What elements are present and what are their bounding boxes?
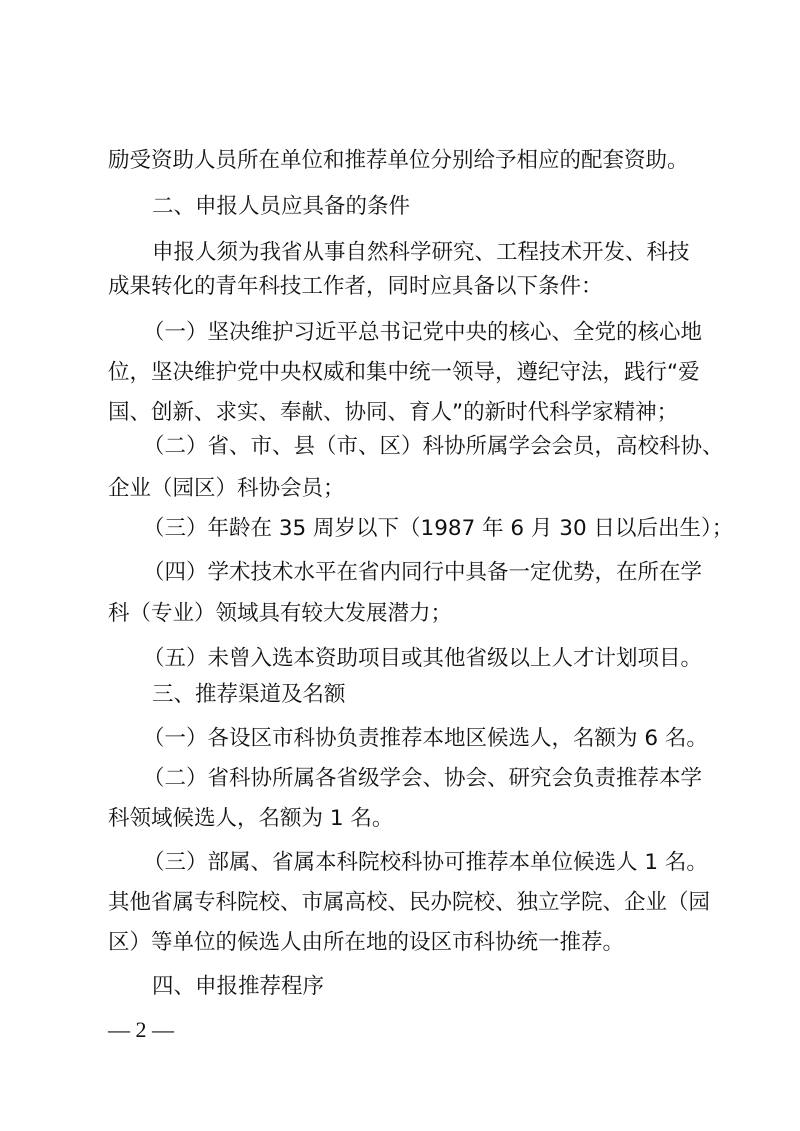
text-line: 成果转化的青年科技工作者，同时应具备以下条件： <box>108 274 603 299</box>
section-heading: 三、推荐渠道及名额 <box>152 682 346 707</box>
page-number: — 2 — <box>108 1017 174 1042</box>
text-line: （二）省科协所属各省级学会、协会、研究会负责推荐本学 <box>143 766 703 791</box>
text-line: 其他省属专科院校、市属高校、民办院校、独立学院、企业（园 <box>108 890 711 915</box>
text-line: （三）年龄在 35 周岁以下（1987 年 6 月 30 日以后出生）； <box>143 516 734 541</box>
text-line: （一）各设区市科协负责推荐本地区候选人，名额为 6 名。 <box>143 726 708 751</box>
text-line: 企业（园区）科协会员； <box>108 476 345 501</box>
text-line: （一）坚决维护习近平总书记党中央的核心、全党的核心地 <box>143 320 703 345</box>
text-line: 位，坚决维护党中央权威和集中统一领导，遵纪守法，践行“爱 <box>108 360 700 385</box>
text-line: 励受资助人员所在单位和推荐单位分别给予相应的配套资助。 <box>108 148 689 173</box>
section-heading: 四、申报推荐程序 <box>152 974 325 999</box>
text-line: （三）部属、省属本科院校科协可推荐本单位候选人 1 名。 <box>143 850 708 875</box>
text-line: 区）等单位的候选人由所在地的设区市科协统一推荐。 <box>108 930 625 955</box>
text-line: （二）省、市、县（市、区）科协所属学会会员，高校科协、 <box>143 434 724 459</box>
text-line: （五）未曾入选本资助项目或其他省级以上人才计划项目。 <box>143 646 703 671</box>
text-line: 科领域候选人，名额为 1 名。 <box>108 806 394 831</box>
text-line: （四）学术技术水平在省内同行中具备一定优势，在所在学 <box>143 560 703 585</box>
section-heading: 二、申报人员应具备的条件 <box>152 194 411 219</box>
text-line: 科（专业）领域具有较大发展潜力； <box>108 601 453 626</box>
text-line: 申报人须为我省从事自然科学研究、工程技术开发、科技 <box>152 240 690 265</box>
text-line: 国、创新、求实、奉献、协同、育人”的新时代科学家精神； <box>108 400 679 425</box>
